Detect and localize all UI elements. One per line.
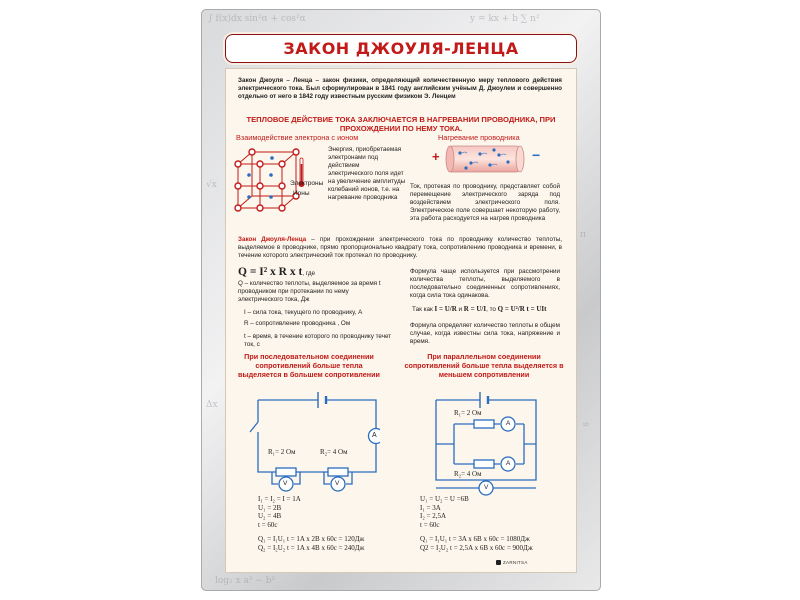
calc-line: Q₂ = I₂U₂ t = 1A x 4B x 60c = 240Дж <box>258 543 365 552</box>
ohm-i: I = U/R <box>434 305 457 313</box>
calc-line: I₁ = I₂ = I = 1A <box>258 495 301 503</box>
law-text: – при прохождении электрического тока по проводнику количество теплоты, выделяемое в проводнике, прямо пропорционально квадрату тока, сопротивлению проводника и времени, в течение которого электрический ток протекал по проводнику. <box>238 236 562 259</box>
series-r1-label: R₁= 2 Ом <box>268 448 296 456</box>
left-subheading: Взаимодействие электрона с ионом <box>236 133 359 142</box>
law-name: Закон Джоуля-Ленца <box>238 236 307 243</box>
law-statement <box>238 236 562 260</box>
ohm-line <box>412 305 562 315</box>
current-text: Ток, протекая по проводнику, представляет собой перемещение электрического заряда под воздействием электрического поля. Электрическое поле совершает некоторую работу, эта работа расходуется на нагрев проводника <box>410 183 560 222</box>
main-formula-line <box>238 266 398 280</box>
bg-scribble: π <box>580 230 586 240</box>
series-voltmeter-1: V <box>283 480 288 487</box>
definition-i: I – сила тока, текущего по проводнику, А <box>244 309 363 316</box>
series-calculations <box>258 495 364 552</box>
right-subheading: Нагревание проводника <box>438 133 520 142</box>
formula-note-2: Формула определяет количество теплоты в общем случае, когда известны сила тока, напряжение и время. <box>410 322 560 345</box>
calc-line: t = 60c <box>420 520 440 529</box>
calc-line: U₁ = U₂ = U =6B <box>420 495 469 503</box>
bg-scribble: √x <box>206 180 217 190</box>
parallel-r1-label: R₁= 2 Ом <box>454 409 482 417</box>
bg-scribble: Δx <box>206 400 218 410</box>
ions-label: Ионы <box>293 190 310 197</box>
main-formula: Q = I² x R x t <box>238 266 303 278</box>
calc-line: I₁ = 3A <box>420 503 441 512</box>
ohm-and: и <box>458 306 463 313</box>
calc-line: Q₁ = I₁U₁ t = 3A x 6B x 60c = 1080Дж <box>420 535 530 543</box>
bg-scribble: ∫ f(x)dx sin²α + cos²α <box>208 14 306 24</box>
formula-note: Формула чаще используется при рассмотрении количества теплоты, выделяемого в последовательно соединенных сопротивлениях, когда сила тока одинакова. <box>410 268 560 299</box>
calc-line: U₁ = 2B <box>258 503 282 512</box>
bg-scribble: y = kx + b ∑ n² <box>470 14 540 24</box>
calc-line: Q₁ = I₁U₁ t = 1A x 2B x 60c = 120Дж <box>258 535 365 543</box>
ohm-then: , то <box>486 306 496 313</box>
parallel-voltmeter: V <box>484 484 489 491</box>
minus-sign: − <box>532 147 541 163</box>
page-title: ЗАКОН ДЖОУЛЯ-ЛЕНЦА <box>283 39 519 58</box>
parallel-r2-label: R₂= 4 Ом <box>454 470 482 478</box>
publisher-icon <box>496 560 501 565</box>
electrons-label: Электроны <box>290 180 324 187</box>
ohm-prefix: Так как <box>412 306 433 313</box>
calc-line: U₂ = 4B <box>258 512 282 520</box>
bg-scribble: log₂ x a² − b² <box>215 576 276 586</box>
definition-q: Q – количество теплоты, выделяемое за время t проводником при протекании по нему электрического тока, Дж <box>238 280 381 303</box>
title-banner <box>225 34 577 63</box>
conductor-illustration <box>444 142 526 176</box>
series-ammeter: A <box>372 432 377 439</box>
energy-text: Энергия, приобретаемая электронами под действием электрического поля идет на увеличение амплитуды колебаний ионов, т.е. на нагревание проводника <box>328 146 406 201</box>
thermal-heading: ТЕПЛОВОЕ ДЕЙСТВИЕ ТОКА ЗАКЛЮЧАЕТСЯ В НАГРЕВАНИИ ПРОВОДНИКА, ПРИ ПРОХОЖДЕНИИ ПО НЕМУ ТОКА. <box>246 115 556 133</box>
main-formula-suffix: , где <box>302 270 316 277</box>
definition-r: R – сопротивление проводника , Ом <box>244 320 351 327</box>
calc-line: Q2 = I₂U₂ t = 2,5A x 6B x 60c = 900Дж <box>420 543 533 552</box>
parallel-ammeter-1: A <box>506 420 511 427</box>
intro-text: Закон Джоуля – Ленца – закон физики, определяющий количественную меру теплового действия электрического тока. Был сформулирован в 1841 году английским учёным Д. Джоулем и совершенно отдельно от него в 1842 году известным русским физиком Э. Ленцем <box>238 77 562 100</box>
bg-scribble: ∞ <box>582 420 590 430</box>
series-r2-label: R₂= 4 Ом <box>320 448 348 456</box>
parallel-heading: При параллельном соединении сопротивлений больше тепла выделяется в меньшем сопротивлении <box>404 352 564 379</box>
publisher-name: ZARNITSA <box>503 560 528 565</box>
plus-sign: + <box>432 149 440 164</box>
parallel-ammeter-2: A <box>506 460 511 467</box>
parallel-circuit <box>424 388 544 498</box>
series-circuit <box>244 388 380 492</box>
publisher-logo <box>496 560 528 565</box>
definition-t: t – время, в течение которого по проводнику течет ток, с <box>244 333 392 348</box>
calc-line: t = 60c <box>258 520 278 529</box>
parallel-calculations <box>420 495 533 552</box>
series-voltmeter-2: V <box>335 480 340 487</box>
ohm-q: Q = U²/R t = UIt <box>497 305 547 313</box>
ohm-r: R = U/I <box>463 305 487 313</box>
series-heading: При последовательном соединении сопротивлений больше тепла выделяется в большем сопротивлении <box>238 352 380 379</box>
calc-line: I₂ = 2,5A <box>420 512 447 520</box>
